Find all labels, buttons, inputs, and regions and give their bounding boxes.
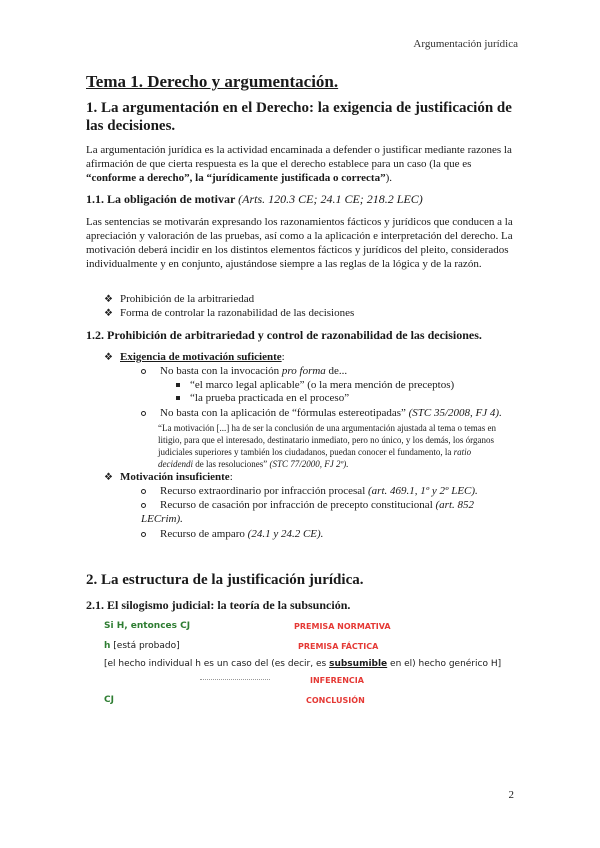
list-item-text: “el marco legal aplicable” (o la mera mención de preceptos): [190, 379, 455, 391]
diamond-bullet-icon: ❖: [104, 294, 113, 305]
diamond-bullet-icon: ❖: [104, 352, 113, 363]
list-item: [104, 306, 354, 321]
intro-bold: “conforme a derecho”, la “jurídicamente justificada o correcta”: [86, 172, 386, 184]
diamond-bullet-icon: ❖: [104, 308, 113, 319]
list-heading-colon: :: [229, 471, 233, 483]
blockquote: [158, 422, 508, 470]
circle-bullet-icon: [141, 411, 146, 416]
list-item: [141, 406, 502, 420]
note-text: [el hecho individual h es un caso del (es decir, es: [104, 659, 327, 669]
square-bullet-icon: [176, 383, 180, 387]
minor-premise-h: h: [104, 641, 111, 651]
list-item-text: Prohibición de la arbitrariedad: [120, 293, 255, 305]
page-number: 2: [508, 789, 514, 801]
list-item-italic: pro forma: [281, 365, 326, 377]
note-text-end: en el) hecho genérico H]: [390, 659, 502, 669]
subsection-2-1-title: 2.1. El silogismo judicial: la teoría de la subsunción.: [86, 598, 351, 612]
list-item: [141, 364, 347, 378]
list-item-text: No basta con la invocación: [160, 365, 280, 377]
list-item-text: Forma de controlar la razonabilidad de las decisiones: [120, 307, 355, 319]
list-item-ref: (24.1 y 24.2 CE).: [247, 528, 324, 540]
quote-text: “La motivación [...] ha de ser la conclusión de una argumentación ajustada al tema o temas en litigio, para que el interesado, destinatario inmediato, pero no único, y los demás, los órganos judiciales superiores y también los ciudadanos, puedan conocer el fundamento, la: [158, 423, 496, 457]
list-item: [176, 391, 349, 405]
section-2-title: 2. La estructura de la justificación jurídica.: [86, 572, 364, 588]
circle-bullet-icon: [141, 369, 146, 374]
major-premise-label: PREMISA NORMATIVA: [294, 622, 391, 631]
inference-line: [200, 679, 270, 680]
list-item-text: Recurso de amparo: [160, 528, 245, 540]
subsection-1-1-title: [86, 192, 423, 207]
major-premise: Si H, entonces CJ: [104, 621, 191, 631]
subsection-1-1-ref: (Arts. 120.3 CE; 24.1 CE; 218.2 LEC): [238, 192, 423, 206]
list-item-text: Recurso de casación por infracción de precepto constitucional: [160, 499, 433, 511]
subsection-1-2-title: 1.2. Prohibición de arbitrariedad y control de razonabilidad de las decisiones.: [86, 328, 482, 342]
subsection-1-1-label: 1.1. La obligación de motivar: [86, 192, 236, 206]
subsection-1-1-paragraph: Las sentencias se motivarán expresando los razonamientos fácticos y jurídicos que conducen a la apreciación y valoración de las pruebas, así como a la aplicación e interpretación del derecho. La motivación deberá incidir en los distintos elementos fácticos y jurídicos del pleito, considerados individualmente y en conjunto, ajustándose siempre a las reglas de la lógica y de la razón.: [86, 216, 513, 270]
circle-bullet-icon: [141, 489, 146, 494]
list-item: [141, 484, 478, 498]
list-item-text: “la prueba practicada en el proceso”: [190, 392, 350, 404]
running-header: Argumentación jurídica: [413, 38, 518, 50]
list-item-ref: (art. 469.1, 1º y 2º LEC).: [368, 485, 478, 497]
minor-premise: [104, 641, 180, 651]
diamond-bullet-icon: ❖: [104, 472, 113, 483]
chapter-title: Tema 1. Derecho y argumentación.: [86, 72, 339, 91]
list-heading-colon: :: [281, 351, 285, 363]
list-item: [141, 498, 481, 526]
inference-label: INFERENCIA: [310, 676, 364, 685]
minor-premise-text: [está probado]: [113, 641, 180, 651]
intro-text: La argumentación jurídica es la actividad encaminada a defender o justificar mediante razones la afirmación de que cierta respuesta es la que el derecho establece para un caso (la que es: [86, 144, 512, 170]
list-item-text: No basta con la aplicación de “fórmulas estereotipadas”: [160, 407, 406, 419]
list-heading-underlined: Exigencia de motivación suficiente: [120, 351, 282, 363]
quote-italic: ratio decidendi: [158, 447, 472, 469]
list-item: [104, 292, 254, 307]
list-item: [104, 350, 285, 365]
intro-end: ).: [385, 172, 392, 184]
section-1-title: 1. La argumentación en el Derecho: la exigencia de justificación de las decisiones.: [86, 100, 512, 134]
list-item-text: Recurso extraordinario por infracción procesal: [160, 485, 366, 497]
list-item-text-end: de...: [328, 365, 348, 377]
list-heading: Motivación insuficiente: [120, 471, 230, 483]
conclusion: CJ: [104, 695, 114, 705]
note-underlined: subsumible: [329, 659, 388, 669]
conclusion-label: CONCLUSIÓN: [306, 696, 365, 705]
list-item: [176, 378, 454, 392]
list-item: [141, 527, 323, 541]
quote-ref: (STC 77/2000, FJ 2º).: [269, 459, 349, 469]
circle-bullet-icon: [141, 532, 146, 537]
circle-bullet-icon: [141, 503, 146, 508]
list-item: [104, 470, 233, 485]
square-bullet-icon: [176, 396, 180, 400]
minor-premise-label: PREMISA FÁCTICA: [298, 642, 379, 651]
list-item-ref: (art. 852 LECrim).: [141, 499, 474, 525]
section-1-intro: [86, 143, 516, 185]
quote-text-end: de las resoluciones”: [195, 459, 268, 469]
list-item-ref: (STC 35/2008, FJ 4).: [408, 407, 502, 419]
subsumption-note: [104, 659, 501, 669]
